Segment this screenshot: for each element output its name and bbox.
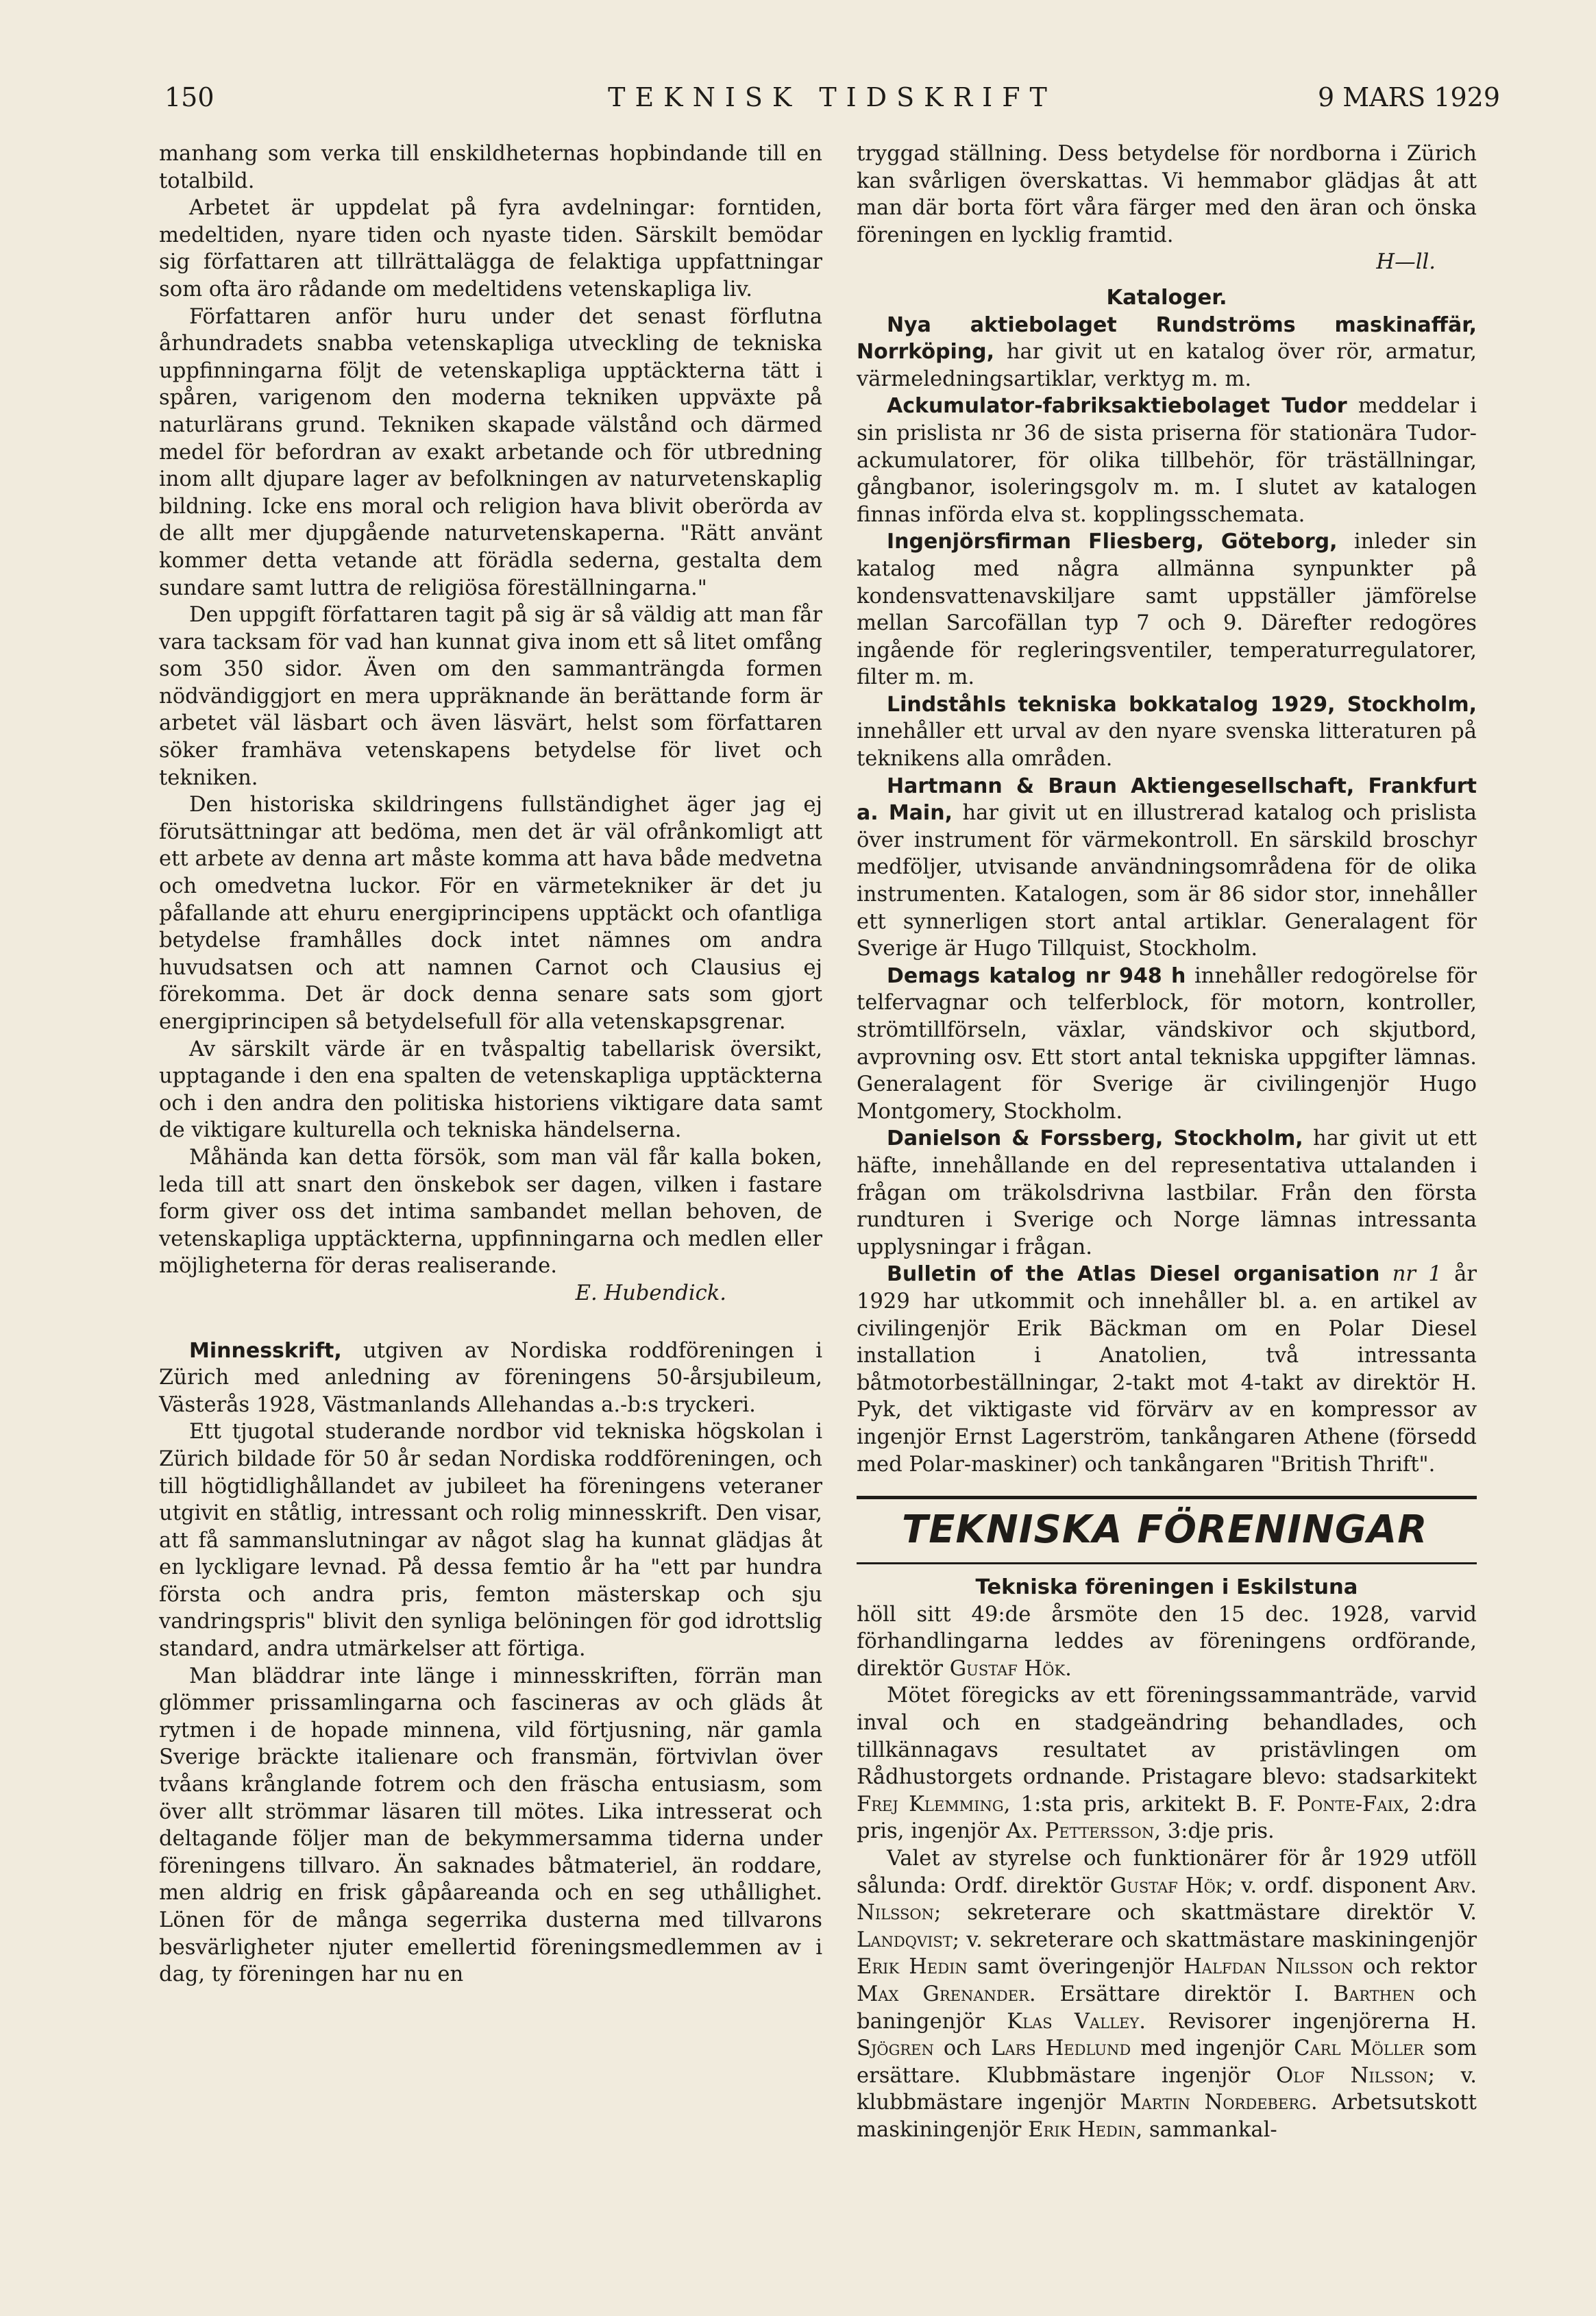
text: . Arbetsutskott maskiningenjör — [857, 2091, 1477, 2142]
paragraph — [857, 1601, 1477, 1683]
person-name: Gustaf Hök — [949, 1656, 1066, 1681]
catalog-entry — [857, 312, 1477, 393]
person-name: Klas Valley — [1007, 2009, 1140, 2034]
text: samt överingenjör — [967, 1955, 1184, 1980]
paragraph: Måhända kan detta försök, som man väl får kalla boken, leda till att snart den önskebok ser dagen, vilken i fastare form giver oss det intima sambandet mellan behoven, de vetenskapliga upptäckterna, uppfinningarna och medlen eller möjligheterna för deras realiserande. — [159, 1145, 822, 1279]
text: . — [1065, 1656, 1072, 1681]
text: och baningenjör — [857, 1982, 1477, 2034]
paragraph: tryggad ställning. Dess betydelse för nordborna i Zürich kan svårligen överskattas. Vi hemmabor glädjas åt att man där borta fört våra färger med den äran och önska föreningen en lycklig framtid. — [857, 142, 1477, 247]
text: . Ersättare direktör — [1029, 1982, 1294, 2006]
catalog-entry — [857, 1261, 1477, 1478]
page-header — [164, 82, 1500, 130]
text: ; v. ordf. disponent — [1226, 1873, 1434, 1898]
text: Valet av styrelse och funktionärer för år 1929 utföll sålunda: Ordf. direktör — [857, 1847, 1477, 1898]
left-column — [159, 140, 822, 1988]
paragraph: Den historiska skildringens fullständighet äger jag ej förutsättningar att bedöma, men det är väl ofrånkomligt att ett arbete av denna art måste komma att hava både medvetna och omedvetna luckor. För en värmetekniker är det ju påfallande att ehuru energiprincipens upptäckt och ofantliga betydelse framhålles dock intet nämnes om andra huvudsatsen och att namnen Carnot och Clausius ej förekomma. Det är dock denna senare sats som gjort energiprincipen så betydelsefull för alla vetenskapsgrenar. — [159, 793, 822, 1034]
paragraph: Av särskilt värde är en tvåspaltig tabellarisk översikt, upptagande i den ena spalten de vetenskapliga upptäckterna och i den andra den politiska historiens viktigare data samt de viktigare kulturella och tekniska händelserna. — [159, 1037, 822, 1143]
person-name: I. Barthen — [1294, 1982, 1415, 2006]
review-signature: E. Hubendick. — [575, 1281, 726, 1305]
section-banner — [857, 1496, 1477, 1564]
paragraph: Arbetet är uppdelat på fyra avdelningar: forntiden, medeltiden, nyare tiden och nyaste tiden. Särskilt bemödar sig författaren att tillrättalägga de felaktiga uppfattningar som ofta äro rådande om medeltidens vetenskapliga liv. — [159, 196, 822, 301]
company-name: Ackumulator-fabriksaktiebolaget Tudor — [887, 394, 1347, 419]
catalog-entry — [857, 1125, 1477, 1261]
text: och rektor — [1353, 1955, 1477, 1980]
person-name: Gustaf Hök — [1109, 1873, 1227, 1898]
text: och — [933, 2036, 992, 2061]
catalog-entry — [857, 528, 1477, 691]
text: med ingenjör — [1131, 2036, 1294, 2061]
company-name: Demags katalog nr 948 h — [887, 963, 1186, 988]
catalog-text: innehåller ett urval av den nyare svenska litteraturen på teknikens alla områden. — [857, 719, 1477, 772]
paragraph: manhang som verka till enskildheternas hopbindande till en totalbild. — [159, 142, 822, 193]
paragraph: Man bläddrar inte länge i minnesskriften, förrän man glömmer prissamlingarna och fascineras av och gläds åt rytmen i de hopade minnena, vild förtjusning, när gamla Sverige bräckte italienare och fransmän, förtvivlan över tvåans krånglande fotrem och den fräscha entusiasm, som över allt strömmar läsaren till mötes. Lika intresserat och deltagande följer man de bekymmersamma tiderna under föreningens tillvaro. Än saknades båtmateriel, än roddare, men aldrig en frisk gåpåareanda och en seg uthållighet. Lönen för de många segerrika dusterna med tillvarons besvärligheter njuter emellertid föreningsmedlemmen av i dag, ty föreningen har nu en — [159, 1664, 822, 1987]
right-column — [857, 140, 1477, 2144]
company-name: Bulletin of the Atlas Diesel organisation — [887, 1262, 1380, 1287]
catalog-text: har givit ut ett häfte, innehållande en del representativa uttalanden i frågan om träkolsdrivna lastbilar. Från den första rundturen i Sverige och Norge lämnas intressanta upplysningar i frågan. — [857, 1126, 1477, 1259]
company-name: Danielson & Forssberg, Stockholm, — [887, 1126, 1303, 1151]
person-name: Max Grenander — [857, 1982, 1029, 2006]
person-name: Erik Hedin — [857, 1955, 968, 1980]
text: ; sekreterare och skattmästare direktör — [934, 1901, 1459, 1925]
text: höll sitt 49:de årsmöte den 15 dec. 1928, varvid förhandlingarna leddes av föreningens ordförande, direktör — [857, 1602, 1477, 1681]
text: . Revisorer ingenjörerna — [1139, 2009, 1452, 2034]
person-name: Olof Nilsson — [1276, 2063, 1428, 2088]
spacer — [857, 276, 1477, 284]
company-name: Ingenjörsfirman Fliesberg, Göteborg, — [887, 530, 1338, 554]
catalog-text: innehåller redogörelse för telfervagnar och telferblock, för motorn, kontroller, strömtillförseln, växlar, vändskivor och skjutbord, avprovning osv. Ett stort antal tekniska uppgifter lämnas. Generalagent för Sverige är civilingenjör Hugo Montgomery, Stockholm. — [857, 963, 1477, 1124]
society-heading: Tekniska föreningen i Eskilstuna — [975, 1575, 1358, 1600]
person-name: Ponte-Faix — [1297, 1792, 1403, 1816]
page-number: 150 — [164, 82, 214, 112]
text: Mötet föregicks av ett föreningssammanträde, varvid inval och en stadgeändring behandlades, och tillkännagavs resultatet av pristävlingen om Rådhustorgets ordnande. Pristagare blevo: stadsarkitekt — [857, 1684, 1477, 1790]
catalog-text: meddelar i sin prislista nr 36 de sista priserna för stationära Tudorackumulatorer, för olika tillbehör, för träställningar, gångbanor, isoleringsgolv m. m. I slutet av katalogen finnas införda elva st. kopplingsschemata. — [857, 394, 1477, 527]
book-title: Minnesskrift, — [189, 1338, 342, 1363]
person-name: Carl Möller — [1294, 2036, 1424, 2061]
person-name: V. Landqvist — [857, 1901, 1477, 1952]
journal-title: TEKNISK TIDSKRIFT — [608, 82, 1057, 112]
person-name: Arv. Nilsson — [857, 1873, 1477, 1925]
person-name: Martin Nordeberg — [1120, 2091, 1311, 2115]
paragraph: Ett tjugotal studerande nordbor vid tekniska högskolan i Zürich bildade för 50 år sedan Nordiska roddföreningen, och till högtidlighållandet av jubileet ha föreningens veteraner utgivit en ståtlig, intressant och rolig minnesskrift. Den visar, att få sammanslutningar av något slag ha kunnat glädjas åt en lyckligare levnad. På dessa femtio år ha "ett par hundra första och andra pris, femton mästerskap och sju vandringspris" blivit den synliga belöningen för god idrottslig standard, andra utmärkelser att förtiga. — [159, 1420, 822, 1662]
catalog-text: inleder sin katalog med några allmänna synpunkter på kondensvattenavskiljare samt uppställer jämförelse mellan Sarcofällan typ 7 och 9. Därefter redogöres ingående för regleringsventiler, temperaturregulatorer, filter m. m. — [857, 530, 1477, 690]
catalog-entry — [857, 963, 1477, 1126]
person-name: Halfdan Nilsson — [1183, 1955, 1353, 1980]
section-heading-catalogs: Kataloger. — [1106, 285, 1227, 310]
person-name: Erik Hedin — [1028, 2117, 1136, 2142]
catalog-text: har givit ut en katalog över rör, armatur, värmeledningsartiklar, verktyg m. m. — [857, 340, 1477, 391]
spacer — [159, 1307, 822, 1338]
catalog-entry — [857, 691, 1477, 773]
paragraph: Författaren anför huru under det senast förflutna århundradets snabba vetenskapliga utveckling de tekniska uppfinningarna följt de vetenskapliga upptäckterna tätt i spåren, varigenom den moderna tekniken uppväxte på naturlärans grund. Tekniken skapade välstånd och därmed medel för befordran av exakt arbetande och för utbredning inom allt djupare lager av befolkningen av naturvetenskaplig bildning. Icke ens moral och religion hava blivit oberörda av de allt mer djupgående naturvetenskaperna. "Rätt använt kommer detta vetande att förädla sederna, gestalta dem sundare samt luttra de religiösa föreställningarna." — [159, 304, 822, 600]
review-entry — [159, 1338, 822, 1419]
text: som ersättare. Klubbmästare ingenjör — [857, 2036, 1477, 2088]
text: ; v. sekreterare och skattmästare maskiningenjör — [952, 1927, 1477, 1952]
text: , sammankal- — [1135, 2117, 1277, 2142]
paragraph — [857, 1845, 1477, 2144]
text: , 1:sta pris, arkitekt B. F. — [1003, 1792, 1297, 1816]
catalog-text: har givit ut en illustrerad katalog och prislista över instrument för värmekontroll. En särskild broschyr medföljer, utvisande användningsområdena för de olika instrumenten. Katalogen, som är 86 sidor stor, innehåller ett synnerligen stort antal artiklar. Generalagent för Sverige är Hugo Tillquist, Stockholm. — [857, 801, 1477, 961]
person-name: Frej Klemming — [857, 1792, 1004, 1816]
catalog-text: år 1929 har utkommit och innehåller bl. a. en artikel av civilingenjör Erik Bäckman om en Polar Diesel installation i Anatolien, två intressanta båtmotorbeställningar, 2-takt mot 4-takt av direktör H. Pyk, det viktigaste vid förvärv av en kompressor av ingenjör Ernst Lagerström, tankångaren Athene (försedd med Polar-maskiner) och tankångaren "British Thrift". — [857, 1262, 1477, 1477]
paragraph — [857, 1682, 1477, 1845]
catalog-entry — [857, 393, 1477, 528]
catalog-entry — [857, 773, 1477, 963]
person-name: H. Sjögren — [857, 2009, 1477, 2061]
person-name: Ax. Pettersson — [1006, 1819, 1155, 1844]
book-details: utgiven av Nordiska roddföreningen i Zürich med anledning av föreningens 50-årsjubileum, Västerås 1928, Västmanlands Allehandas a.-b:s tryckeri. — [159, 1338, 822, 1417]
issue-date: 9 MARS 1929 — [1317, 82, 1500, 112]
text: , 3:dje pris. — [1154, 1819, 1275, 1844]
text: , 2:dra pris, ingenjör — [857, 1792, 1477, 1844]
company-name: Hartmann & Braun Aktiengesellschaft, Frankfurt a. Main, — [857, 774, 1477, 826]
review-signature: H—ll. — [1376, 250, 1436, 275]
text: ; v. klubbmästare ingenjör — [857, 2063, 1477, 2115]
paragraph: Den uppgift författaren tagit på sig är så väldig att man får vara tacksam för vad han kunnat giva inom ett så litet omfång som 350 sidor. Även om den sammanträngda formen nödvändiggjort en mera uppräknande än berättande form är arbetet väl läsbart och även läsvärt, helst som författaren söker framhäva vetenskapens betydelse för livet och tekniken. — [159, 603, 822, 790]
company-name: Lindståhls tekniska bokkatalog 1929, Stockholm, — [887, 692, 1477, 717]
person-name: Lars Hedlund — [991, 2036, 1131, 2061]
issue-number: nr 1 — [1379, 1262, 1442, 1287]
banner-title: TEKNISKA FÖRENINGAR — [902, 1507, 1428, 1553]
company-name: Nya aktiebolaget Rundströms maskinaffär, Norrköping, — [857, 312, 1477, 365]
